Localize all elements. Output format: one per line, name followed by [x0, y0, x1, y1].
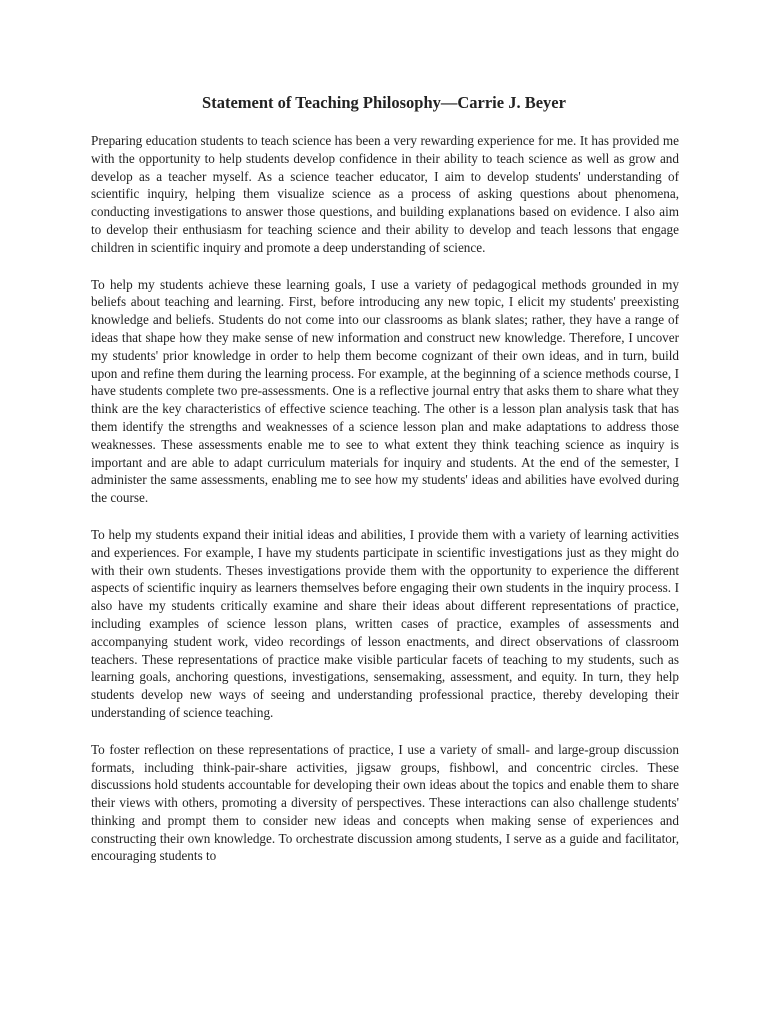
paragraph-3: To help my students expand their initial ideas and abilities, I provide them with a variety of learning activities and experiences. For example, I have my students participate in scientific investigations just as they might do with their own students. Theses investigations provide them with the opportunity to experience the different aspects of scientific inquiry as learners themselves before engaging their own students in the inquiry process. I also have my students critically examine and share their ideas about different representations of practice, including examples of science lesson plans, written cases of practice, examples of assessments and accompanying student work, video recordings of lesson enactments, and direct observations of classroom teachers. These representations of practice make visible particular facets of teaching to my students, such as learning goals, anchoring questions, investigations, sensemaking, assessment, and equity. In turn, they help students develop new ways of seeing and understanding professional practice, thereby developing their understanding of science teaching.	[91, 526, 679, 720]
paragraph-1: Preparing education students to teach science has been a very rewarding experience for me. It has provided me with the opportunity to help students develop confidence in their ability to teach science as well as grow and develop as a teacher myself. As a science teacher educator, I aim to develop students' understanding of scientific inquiry, helping them visualize science as a process of asking questions about phenomena, conducting investigations to answer those questions, and building explanations based on evidence. I also aim to develop their enthusiasm for teaching science and their ability to develop and teach lessons that engage children in scientific inquiry and promote a deep understanding of science.	[91, 133, 679, 255]
paragraph-4: To foster reflection on these representations of practice, I use a variety of small- and large-group discussion formats, including think-pair-share activities, jigsaw groups, fishbowl, and concentric circles. These discussions hold students accountable for developing their own ideas about the topics and enable them to share their views with others, promoting a diversity of perspectives. These interactions can also challenge students' thinking and prompt them to consider new ideas and concepts when making sense of experiences and constructing their own knowledge. To orchestrate discussion among students, I serve as a guide and facilitator, encouraging students to	[91, 741, 679, 864]
document-title: Statement of Teaching Philosophy—Carrie J. Beyer	[202, 93, 566, 112]
paragraph-2: To help my students achieve these learning goals, I use a variety of pedagogical methods grounded in my beliefs about teaching and learning. First, before introducing any new topic, I elicit my students' preexisting knowledge and beliefs. Students do not come into our classrooms as blank slates; rather, they have a range of ideas that shape how they make sense of new information and construct new knowledge. Therefore, I uncover my students' prior knowledge in order to help them become cognizant of their own ideas, and in turn, build upon and refine them during the learning process. For example, at the beginning of a science methods course, I have students complete two pre-assessments. One is a reflective journal entry that asks them to share what they think are the key characteristics of effective science teaching. The other is a lesson plan analysis task that has them identify the strengths and weaknesses of a science lesson plan and make adaptations to address those weaknesses. These assessments enable me to see to what extent they think teaching science as inquiry is important and are able to adapt curriculum materials for inquiry and students. At the end of the semester, I administer the same assessments, enabling me to see how my students' ideas and abilities have evolved during the course.	[91, 276, 679, 506]
document-body	[91, 132, 679, 884]
